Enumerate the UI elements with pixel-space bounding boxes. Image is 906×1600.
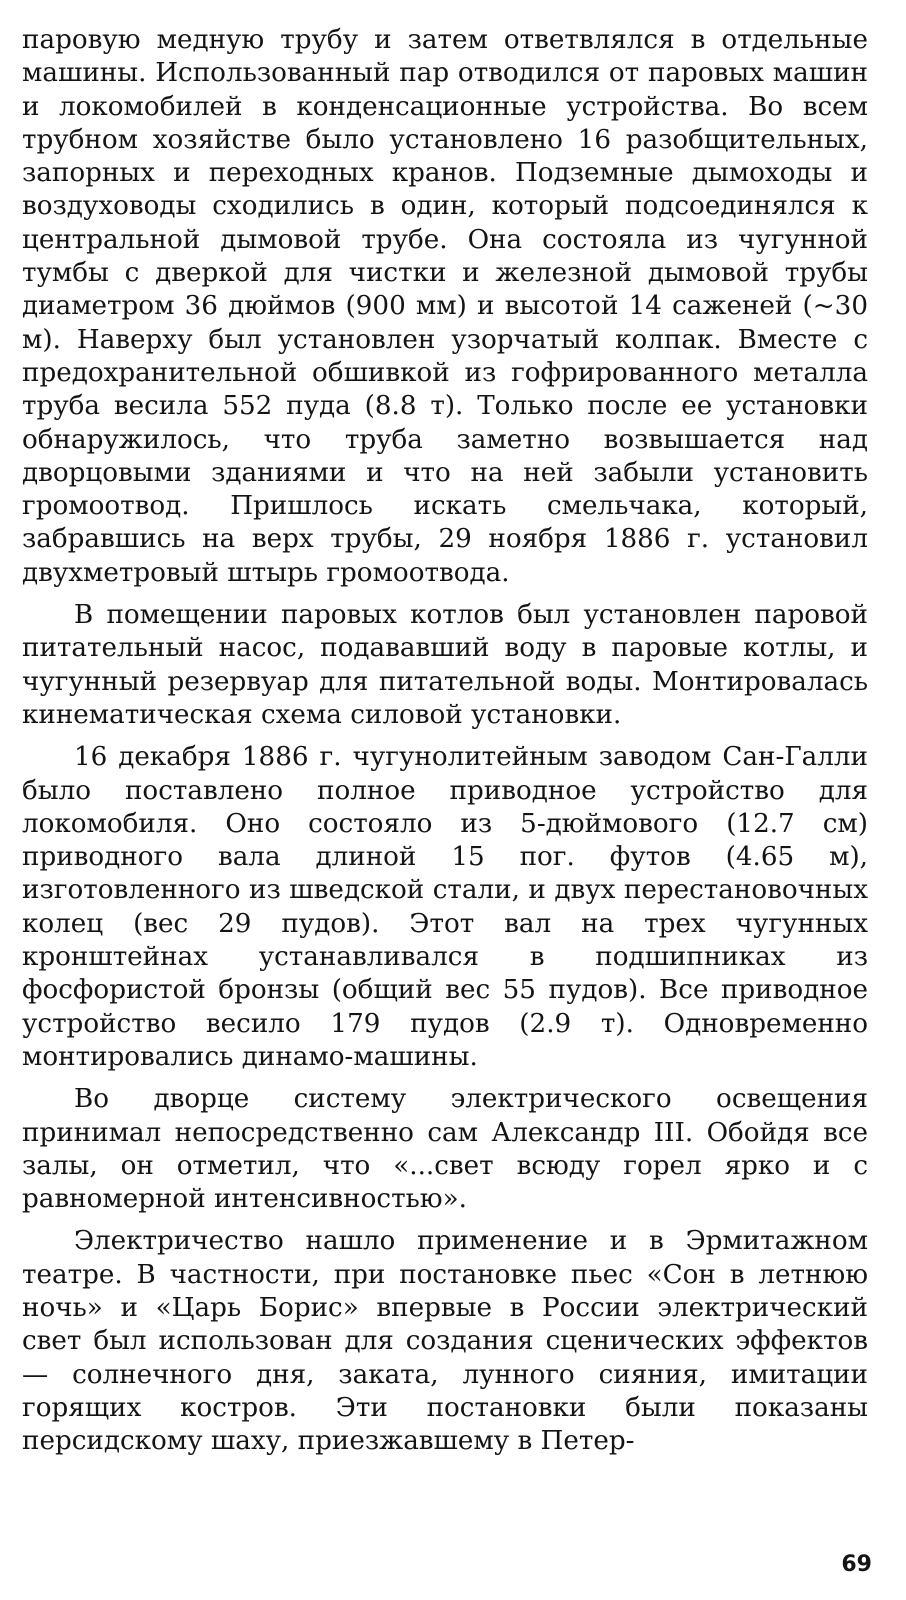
paragraph-5: Электричество нашло применение и в Эрмитажном театре. В частности, при постановке пьес «Сон в летнюю ночь» и «Царь Борис» впервые в России электрический свет был использован для создания сценических эффектов — солнечного дня, заката, лунного сияния, имитации горящих костров. Эти постановки были показаны персидскому шаху, приезжавшему в Петер- (22, 1226, 868, 1457)
page-number: 69 (841, 1552, 872, 1577)
paragraph-2: В помещении паровых котлов был установлен паровой питательный насос, подававший воду в паровые котлы, и чугунный резервуар для питательной воды. Монтировалась кинематическая схема силовой установки. (22, 600, 868, 730)
paragraph-1: паровую медную трубу и затем ответвлялся в отдельные машины. Использованный пар отводился от паровых машин и локомобилей в конденсационные устройства. Во всем трубном хозяйстве было установлено 16 разобщительных, запорных и переходных кранов. Подземные дымоходы и воздуховоды сходились в один, который подсоединялся к центральной дымовой трубе. Она состояла из чугунной тумбы с дверкой для чистки и железной дымовой трубы диаметром 36 дюймов (900 мм) и высотой 14 саженей (~30 м). Наверху был установлен узорчатый колпак. Вместе с предохранительной обшивкой из гофрированного металла труба весила 552 пуда (8.8 т). Только после ее установки обнаружилось, что труба заметно возвышается над дворцовыми зданиями и что на ней забыли установить громоотвод. Пришлось искать смельчака, который, забравшись на верх трубы, 29 ноября 1886 г. установил двухметровый штырь громоотвода. (22, 25, 868, 588)
page-body (22, 24, 868, 1467)
paragraph-4: Во дворце систему электрического освещения принимал непосредственно сам Александр III. Обойдя все залы, он отметил, что «...свет всюду горел ярко и с равномерной интенсивностью». (22, 1084, 868, 1215)
paragraph-3: 16 декабря 1886 г. чугунолитейным заводом Сан-Галли было поставлено полное приводное устройство для локомобиля. Оно состояло из 5-дюймового (12.7 см) приводного вала длиной 15 пог. футов (4.65 м), изготовленного из шведской стали, и двух перестановочных колец (вес 29 пудов). Этот вал на трех чугунных кронштейнах устанавливался в подшипниках из фосфористой бронзы (общий вес 55 пудов). Все приводное устройство весило 179 пудов (2.9 т). Одновременно монтировались динамо-машины. (22, 742, 868, 1072)
